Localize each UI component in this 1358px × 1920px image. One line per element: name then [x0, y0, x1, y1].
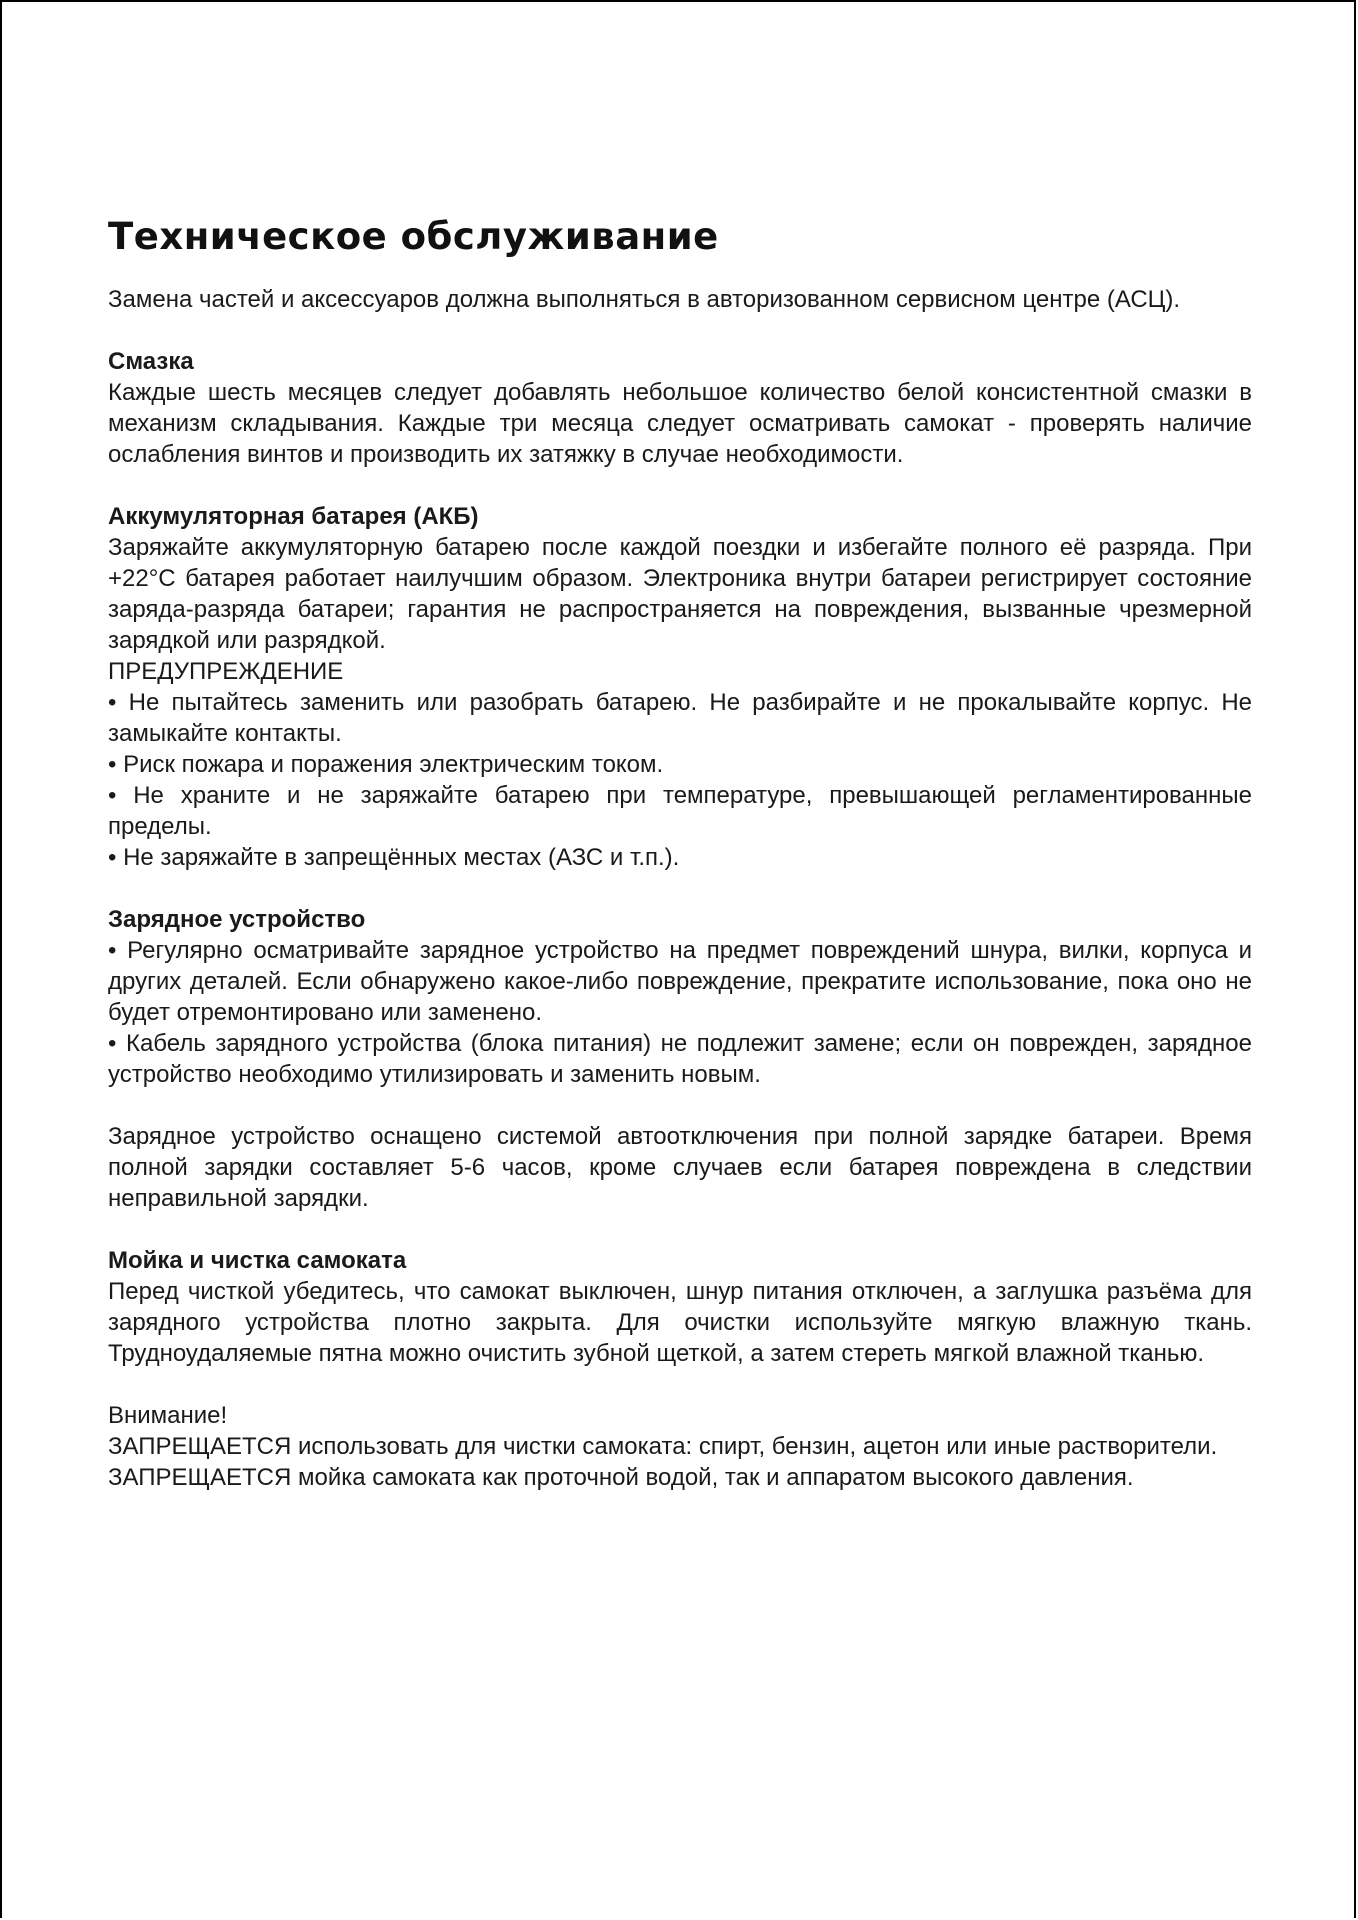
section-washing — [108, 1245, 1252, 1369]
list-item: • Не пытайтесь заменить или разобрать батарею. Не разбирайте и не прокалывайте корпус. Не замыкайте контакты. — [108, 689, 1252, 747]
prohibited-solvents: ЗАПРЕЩАЕТСЯ использовать для чистки самоката: спирт, бензин, ацетон или иные растворители. — [108, 1433, 1218, 1460]
list-item: • Кабель зарядного устройства (блока питания) не подлежит замене; если он поврежден, зарядное устройство необходимо утилизировать и заменить новым. — [108, 1030, 1252, 1088]
section-charger — [108, 904, 1252, 1090]
battery-text: Заряжайте аккумуляторную батарею после каждой поездки и избегайте полного её разряда. При +22°С батарея работает наилучшим образом. Электроника внутри батареи регистрирует состояние заряда-разряда батареи; гарантия не распространяется на повреждения, вызванные чрезмерной зарядкой или разрядкой. — [108, 534, 1252, 654]
auto-off-text: Зарядное устройство оснащено системой автоотключения при полной зарядке батареи. Время полной зарядки составляет 5-6 часов, кроме случаев если батарея повреждена в следствии неправильной зарядки. — [108, 1123, 1252, 1212]
section-heading: Смазка — [108, 348, 194, 375]
section-heading: Зарядное устройство — [108, 906, 366, 933]
section-attention — [108, 1400, 1252, 1493]
prohibited-washing: ЗАПРЕЩАЕТСЯ мойка самоката как проточной водой, так и аппаратом высокого давления. — [108, 1464, 1134, 1491]
list-item: • Регулярно осматривайте зарядное устройство на предмет повреждений шнура, вилки, корпуса и других деталей. Если обнаружено какое-либо повреждение, прекратите использование, пока оно не будет отремонтировано или заменено. — [108, 937, 1252, 1026]
attention-label: Внимание! — [108, 1402, 228, 1429]
intro-text: Замена частей и аксессуаров должна выполняться в авторизованном сервисном центре (АСЦ). — [108, 286, 1181, 313]
section-lubrication — [108, 346, 1252, 470]
list-item: • Не заряжайте в запрещённых местах (АЗС и т.п.). — [108, 844, 680, 871]
section-heading: Аккумуляторная батарея (АКБ) — [108, 503, 479, 530]
list-item: • Риск пожара и поражения электрическим током. — [108, 751, 664, 778]
list-item: • Не храните и не заряжайте батарею при температуре, превышающей регламентированные пределы. — [108, 782, 1252, 840]
section-charger-auto-off — [108, 1121, 1252, 1214]
washing-text: Перед чисткой убедитесь, что самокат выключен, шнур питания отключен, а заглушка разъёма для зарядного устройства плотно закрыта. Для очистки используйте мягкую влажную ткань. Трудноудаляемые пятна можно очистить зубной щеткой, а затем стереть мягкой влажной тканью. — [108, 1278, 1252, 1367]
section-heading: Мойка и чистка самоката — [108, 1247, 407, 1274]
lubrication-text: Каждые шесть месяцев следует добавлять небольшое количество белой консистентной смазки в механизм складывания. Каждые три месяца следует осматривать самокат - проверять наличие ослабления винтов и производить их затяжку в случае необходимости. — [108, 379, 1252, 468]
warning-label: ПРЕДУПРЕЖДЕНИЕ — [108, 658, 344, 685]
document-body — [108, 212, 1252, 1524]
section-battery — [108, 501, 1252, 873]
page-title: Техническое обслуживание — [108, 215, 719, 258]
